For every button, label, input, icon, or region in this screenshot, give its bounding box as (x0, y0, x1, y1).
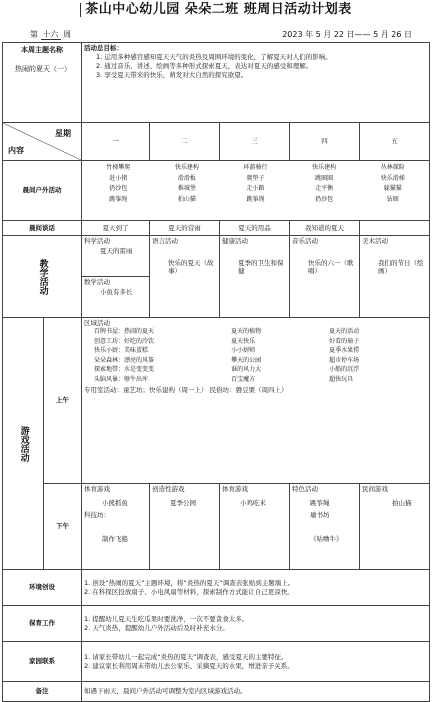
games-am-cell (82, 318, 430, 484)
area-item: 朵朵森林：漂亮的风筝 (94, 356, 155, 364)
pm-mon-line: 科技坊： (84, 511, 110, 520)
talk-thu: 我知道的夏天 (290, 221, 360, 236)
outdoor-item: 走平衡 (315, 185, 334, 192)
areas-grid (84, 327, 427, 384)
theme-cell (3, 43, 82, 123)
family-line: 2. 建议家长利用周末带幼儿去公家乐、采摘夏天的水果，增进亲子关系。 (84, 662, 294, 670)
games-pm-row (3, 484, 430, 570)
outdoor-item: 滑滑板 (177, 174, 196, 182)
area-item: 夏天的活动 (329, 328, 360, 336)
family-cell (82, 642, 430, 682)
teaching-fri-text: 我们的节日（绘画） (378, 259, 424, 276)
area-item: 超快玩具 (329, 375, 354, 383)
outdoor-item: 推城堡 (177, 185, 196, 192)
page-title: 茶山中心幼儿园 朵朵二班 班周日活动计划表 (85, 2, 352, 17)
care-label: 保育工作 (3, 606, 82, 642)
pm-fri (360, 484, 430, 570)
morning-talk-row (3, 221, 430, 236)
games-label-cell (3, 318, 44, 570)
day-thu: 四 (290, 123, 360, 161)
care-cell (82, 606, 430, 642)
goal-item: 3. 享受夏天带来的快乐，萌发对大自然的探究欲望。 (96, 71, 248, 80)
pm-wed-label: 体育游戏 (222, 485, 248, 493)
area-item: 头脑风暴：够牛出库 (94, 375, 149, 383)
title-divider (80, 3, 81, 17)
area-item: 夏天的植物 (231, 328, 262, 336)
area-item: 小小厨师 (231, 347, 256, 355)
outdoor-row (3, 161, 430, 221)
week-number (30, 30, 71, 40)
outdoor-item: 跳筝绳 (246, 195, 265, 203)
teaching-tue (150, 236, 220, 318)
area-item: 谁的风力大 (231, 366, 262, 374)
outdoor-item: 丛林探险 (380, 164, 405, 171)
outdoor-item: 竹梯攀爬 (106, 164, 131, 171)
talk-fri (360, 221, 430, 236)
pm-thu-line: 跳筝绳 (310, 499, 330, 508)
area-item: 百宝魔方 (231, 375, 256, 383)
environment-line: 2. 在科探区投放扇子、小电风扇等材料，探索制作方式能让自己更凉快。 (84, 588, 294, 596)
games-pm-label: 下午 (44, 484, 82, 570)
date-range: 2023 年 5 月 22 日—— 5 月 26 日 (282, 30, 412, 39)
day-fri: 五 (360, 123, 430, 161)
outdoor-item: 爬垫子 (246, 174, 265, 182)
teaching-fri-label: 美术活动 (362, 237, 388, 245)
outdoor-item: 赶小猪 (109, 174, 128, 182)
family-line: 1. 请家长带幼儿一起完成“炎热的夏天”调查表，感受夏天的主要特征。 (84, 652, 288, 661)
theme-row (3, 43, 430, 123)
goals-cell (82, 43, 430, 123)
pm-tue (150, 484, 220, 570)
outdoor-item: 快乐滑梯 (380, 174, 405, 182)
days-row (3, 123, 430, 161)
teaching-fri (360, 236, 430, 318)
pm-mon-line: 制作飞船 (102, 535, 128, 544)
environment-row (3, 570, 430, 606)
week-suffix: 周 (63, 30, 72, 39)
teaching-wed (220, 236, 290, 318)
notes-row (3, 682, 430, 702)
outdoor-item: 躲猫猫 (383, 185, 402, 192)
morning-talk-label: 晨间谈话 (3, 221, 82, 236)
pm-fri-line: 拍山猫 (392, 499, 412, 508)
weekly-plan-table (2, 42, 430, 702)
pm-wed-line: 小鸡吃米 (240, 499, 266, 508)
family-row (3, 642, 430, 682)
pm-thu-line: 《咕噜牛》 (310, 535, 343, 544)
pm-wed (220, 484, 290, 570)
teaching-thu-text: 快乐的六一（歌唱） (308, 259, 354, 276)
area-item: 百牌书屋：热闹的夏天 (94, 328, 155, 336)
teaching-wed-text: 夏季的卫生和保健 (238, 259, 284, 276)
talk-wed: 夏天的用品 (220, 221, 290, 236)
area-item: 好看的扇子 (329, 337, 360, 345)
outdoor-item: 环游骑行 (243, 164, 268, 171)
teaching-mon-top: 夏天的雷雨 (100, 247, 133, 256)
area-item: 快乐小厨：美味蛋糕 (94, 347, 149, 355)
talk-mon: 夏天到了 (82, 221, 150, 236)
outdoor-item: 跳筝绳 (109, 195, 128, 203)
area-item: 超市停车场 (329, 356, 360, 364)
theme-label: 本周主题名称 (21, 46, 63, 54)
teaching-mon-bottom: 小鱼有多长 (100, 288, 133, 297)
outdoor-item: 钻圈 (386, 195, 399, 203)
care-row (3, 606, 430, 642)
area-item: 夏季水果捞 (329, 347, 360, 355)
goal-item: 1. 运用多种感官感知夏天天气的炎热及周围环境的变化，了解夏天对人们的影响。 (96, 53, 332, 62)
area-item: 探索地带：水是变变变 (94, 366, 155, 374)
pm-thu-line: 瑜书坊 (310, 511, 330, 520)
day-header-corner (3, 123, 82, 161)
outdoor-item: 跳圈圈 (315, 174, 334, 182)
outdoor-cell (82, 161, 430, 221)
family-label: 家园联系 (3, 642, 82, 682)
outdoor-grid (84, 162, 427, 205)
pm-fri-label: 民间游戏 (362, 485, 388, 493)
pm-thu (290, 484, 360, 570)
teaching-tue-label: 语言活动 (152, 237, 178, 245)
area-item: 小船的沉浮 (329, 366, 360, 374)
games-am-row (3, 318, 430, 484)
environment-line: 1. 创设“热闹的夏天”主题环境，将“炎热的夏天”调查表张贴到主题墙上。 (84, 578, 295, 587)
area-item: 创意工坊：好吃的冷饮 (94, 337, 155, 345)
outdoor-item: 快乐建构 (174, 164, 199, 171)
goals-label: 活动总目标： (84, 44, 123, 52)
teaching-thu (290, 236, 360, 318)
teaching-mon-bottom-label: 数学活动 (84, 278, 110, 286)
teaching-mon-top-label: 科学活动 (84, 237, 110, 245)
teaching-wed-label: 健康活动 (222, 237, 248, 245)
pm-mon-line: 小熊抓鱼 (102, 499, 128, 508)
area-label: 区域活动 (84, 319, 110, 327)
area-item: 攀天的公园 (231, 356, 262, 364)
notes-text: 如遇下雨天，晨间户外活动可调整为室内区域游戏活动。 (82, 682, 430, 702)
week-day-label: 星期 (55, 129, 71, 138)
pm-tue-line: 夏季公园 (170, 499, 196, 508)
outdoor-item: 快乐建构 (312, 164, 337, 171)
care-line: 1. 提醒幼儿夏天生吃瓜果时要洗净，一次不要贪食太多。 (84, 614, 249, 623)
environment-label: 环境创设 (3, 570, 82, 606)
care-line: 2. 天气炎热，提醒幼儿户外活动后及时补充水分。 (84, 624, 229, 632)
outdoor-item: 扔沙包 (109, 185, 128, 192)
special-room: 专用室活动：童艺坊；快乐建构（周一上） 民俗坊：磐豆栗（周四上） (84, 386, 288, 395)
teaching-tue-text: 快乐的夏天（故事） (168, 259, 214, 276)
teaching-row (3, 236, 430, 318)
outdoor-item: 拍山猫 (177, 195, 196, 203)
teaching-thu-label: 音乐活动 (292, 237, 318, 245)
area-item: 夏天快乐 (231, 337, 256, 345)
teaching-label-cell (3, 236, 82, 318)
pm-tue-label: 创造性游戏 (152, 485, 185, 493)
outdoor-label: 晨间户外活动 (3, 161, 82, 221)
pm-mon (82, 484, 150, 570)
games-am-label: 上午 (44, 318, 82, 484)
week-prefix: 第 (30, 30, 38, 39)
talk-tue: 夏天的营雨 (150, 221, 220, 236)
notes-label: 备注 (3, 682, 82, 702)
environment-cell (82, 570, 430, 606)
day-tue: 二 (150, 123, 220, 161)
games-label: 游戏活动 (18, 425, 29, 462)
teaching-mon (82, 236, 150, 318)
teaching-label: 教学活动 (37, 258, 48, 295)
week-num: 十六 (42, 30, 59, 39)
goal-item: 2. 通过音乐、讲述、绘画等多种形式探索夏天，表达对夏天的感受和理解。 (96, 62, 313, 71)
theme-name: 热闹的夏天（一） (15, 64, 71, 73)
content-label: 内容 (8, 146, 24, 155)
page-title-row (0, 2, 432, 24)
outdoor-item: 扔沙包 (315, 195, 334, 203)
pm-thu-label: 特色活动 (292, 485, 318, 493)
day-mon: 一 (82, 123, 150, 161)
outdoor-item: 走小路 (246, 185, 265, 192)
pm-mon-label: 体育游戏 (84, 485, 110, 493)
day-wed: 三 (220, 123, 290, 161)
